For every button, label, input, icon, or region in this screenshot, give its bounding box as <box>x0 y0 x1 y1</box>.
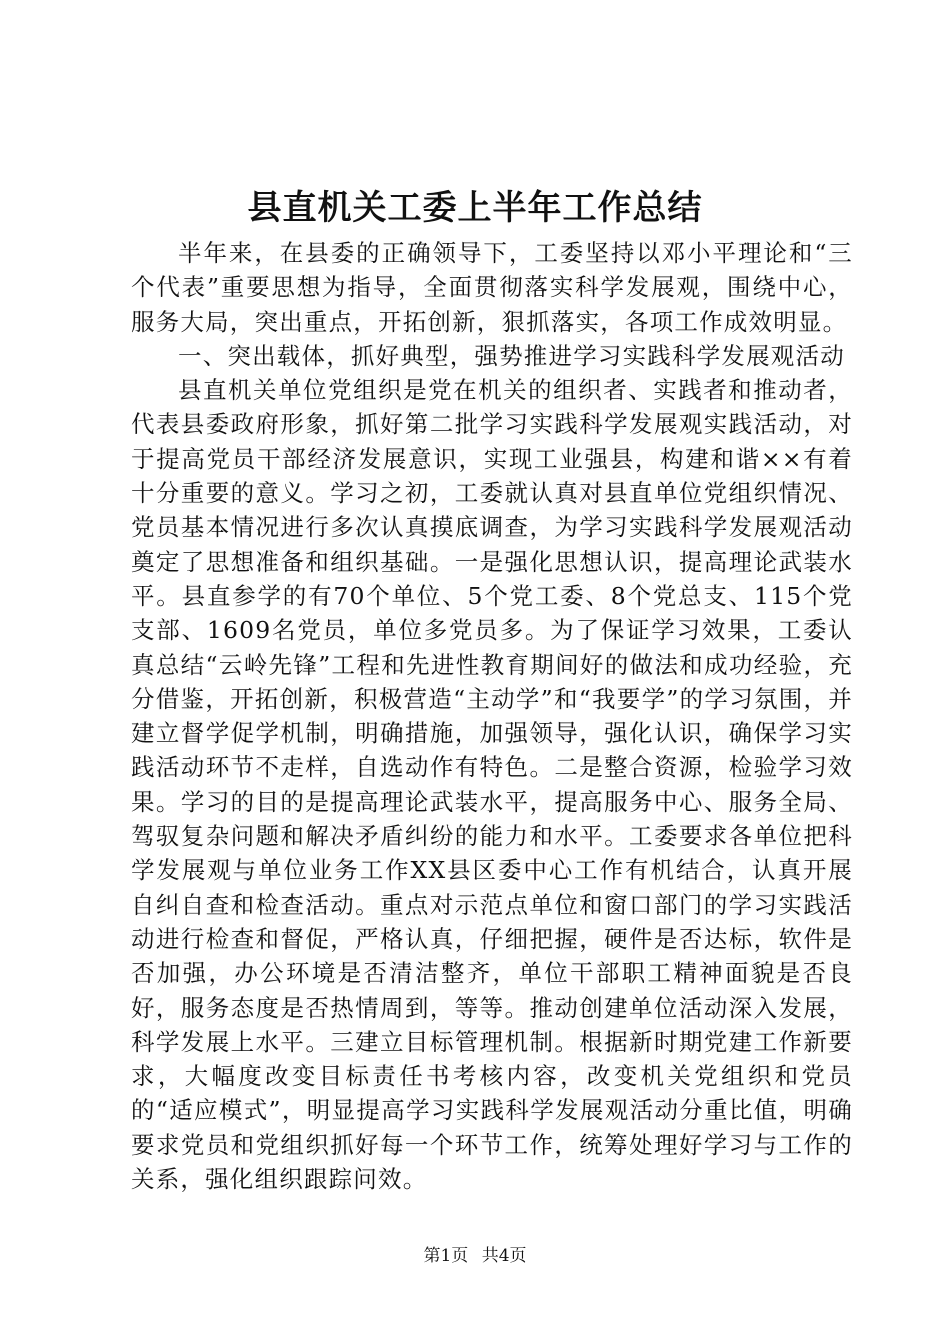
page-total: 共4页 <box>481 1246 527 1266</box>
section-heading-1: 一、突出载体，抓好典型，强势推进学习实践科学发展观活动 <box>178 341 845 370</box>
document-title: 县直机关工委上半年工作总结 <box>247 188 703 228</box>
page-footer <box>0 1244 950 1268</box>
paragraph-intro: 半年来，在县委的正确领导下，工委坚持以邓小平理论和“三个代表”重要思想为指导，全面贯彻落实科学发展观，围绕中心，服务大局，突出重点，开拓创新，狠抓落实，各项工作成效明显。 <box>131 239 853 336</box>
page-number: 第1页 <box>423 1246 469 1266</box>
paragraph-section-1: 县直机关单位党组织是党在机关的组织者、实践者和推动者，代表县委政府形象，抓好第二批学习实践科学发展观实践活动，对于提高党员干部经济发展意识，实现工业强县，构建和谐××有着十分重要的意义。学习之初，工委就认真对县直单位党组织情况、党员基本情况进行多次认真摸底调查，为学习实践科学发展观活动奠定了思想准备和组织基础。一是强化思想认识，提高理论武装水平。县直参学的有70个单位、5个党工委、8个党总支、115个党支部、1609名党员，单位多党员多。为了保证学习效果，工委认真总结“云岭先锋”工程和先进性教育期间好的做法和成功经验，充分借鉴，开拓创新，积极营造“主动学”和“我要学”的学习氛围，并建立督学促学机制，明确措施，加强领导，强化认识，确保学习实践活动环节不走样，自选动作有特色。二是整合资源，检验学习效果。学习的目的是提高理论武装水平，提高服务中心、服务全局、驾驭复杂问题和解决矛盾纠纷的能力和水平。工委要求各单位把科学发展观与单位业务工作XX县区委中心工作有机结合，认真开展自纠自查和检查活动。重点对示范点单位和窗口部门的学习实践活动进行检查和督促，严格认真，仔细把握，硬件是否达标，软件是否加强，办公环境是否清洁整齐，单位干部职工精神面貌是否良好，服务态度是否热情周到，等等。推动创建单位活动深入发展，科学发展上水平。三建立目标管理机制。根据新时期党建工作新要求，大幅度改变目标责任书考核内容，改变机关党组织和党员的“适应模式”，明显提高学习实践科学发展观活动分重比值，明确要求党员和党组织抓好每一个环节工作，统筹处理好学习与工作的关系，强化组织跟踪问效。 <box>131 376 853 1194</box>
document-body <box>131 236 853 1196</box>
